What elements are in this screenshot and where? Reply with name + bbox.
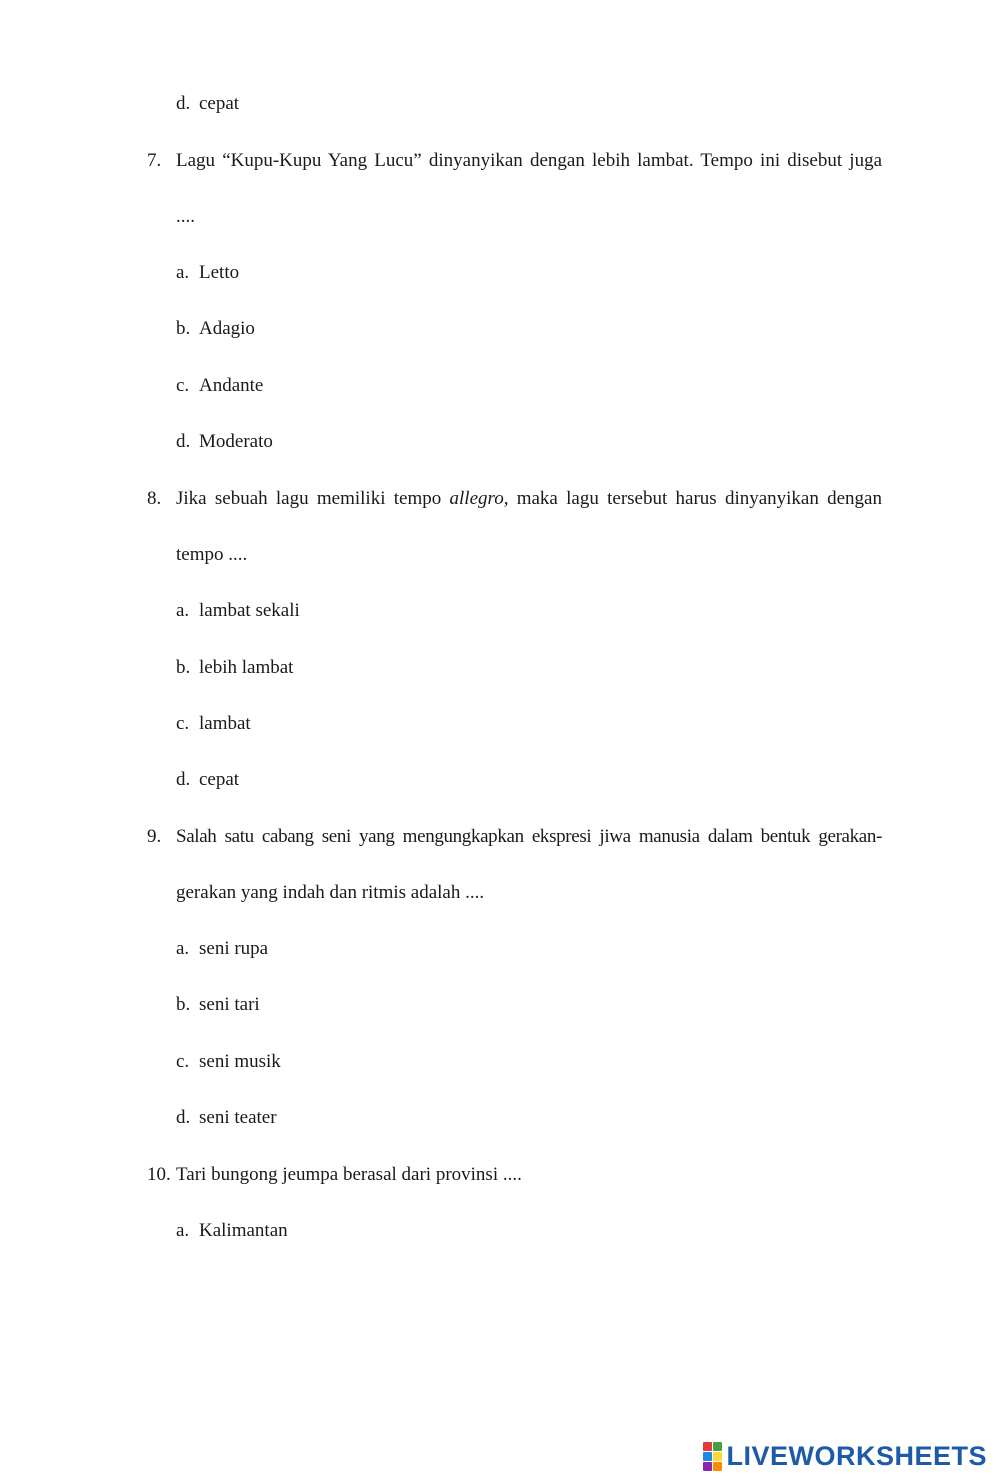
question-8-option-b: b. lebih lambat <box>176 657 294 678</box>
question-7-option-d: d. Moderato <box>176 431 273 452</box>
question-9-number: 9. <box>147 826 162 847</box>
question-7-number: 7. <box>147 150 162 171</box>
question-9-option-d: d. seni teater <box>176 1107 277 1128</box>
question-10-option-a: a. Kalimantan <box>176 1220 288 1241</box>
question-7-option-a: a. Letto <box>176 262 240 283</box>
question-8-text-cont: tempo .... <box>176 544 248 565</box>
question-7-option-b: b. Adagio <box>176 318 255 339</box>
question-9-option-a: a. seni rupa <box>176 938 269 959</box>
question-9-text: Salah satu cabang seni yang mengungkapkan ekspresi jiwa manusia dalam bentuk gerakan- <box>176 826 882 847</box>
question-10-number: 10. <box>147 1164 171 1185</box>
liveworksheets-logo-icon <box>703 1442 722 1471</box>
question-7-text-cont: .... <box>176 206 195 227</box>
tempo-term-allegro: allegro, <box>449 488 509 509</box>
option-d-prev: d. cepat <box>176 93 240 114</box>
liveworksheets-logo <box>703 1441 987 1472</box>
question-7-text: Lagu “Kupu-Kupu Yang Lucu” dinyanyikan dengan lebih lambat. Tempo ini disebut juga <box>176 150 882 171</box>
question-9-text-cont: gerakan yang indah dan ritmis adalah .... <box>176 882 485 903</box>
question-10-text: Tari bungong jeumpa berasal dari provinsi .... <box>176 1164 522 1185</box>
question-8-option-c: c. lambat <box>176 713 251 734</box>
question-8-text: Jika sebuah lagu memiliki tempo allegro, maka lagu tersebut harus dinyanyikan dengan <box>176 488 882 509</box>
question-9-option-b: b. seni tari <box>176 994 260 1015</box>
question-9-option-c: c. seni musik <box>176 1051 281 1072</box>
liveworksheets-wordmark: LIVEWORKSHEETS <box>726 1441 987 1471</box>
question-7-option-c: c. Andante <box>176 375 264 396</box>
question-8-number: 8. <box>147 488 162 509</box>
question-8-option-d: d. cepat <box>176 769 240 790</box>
question-8-option-a: a. lambat sekali <box>176 600 300 621</box>
